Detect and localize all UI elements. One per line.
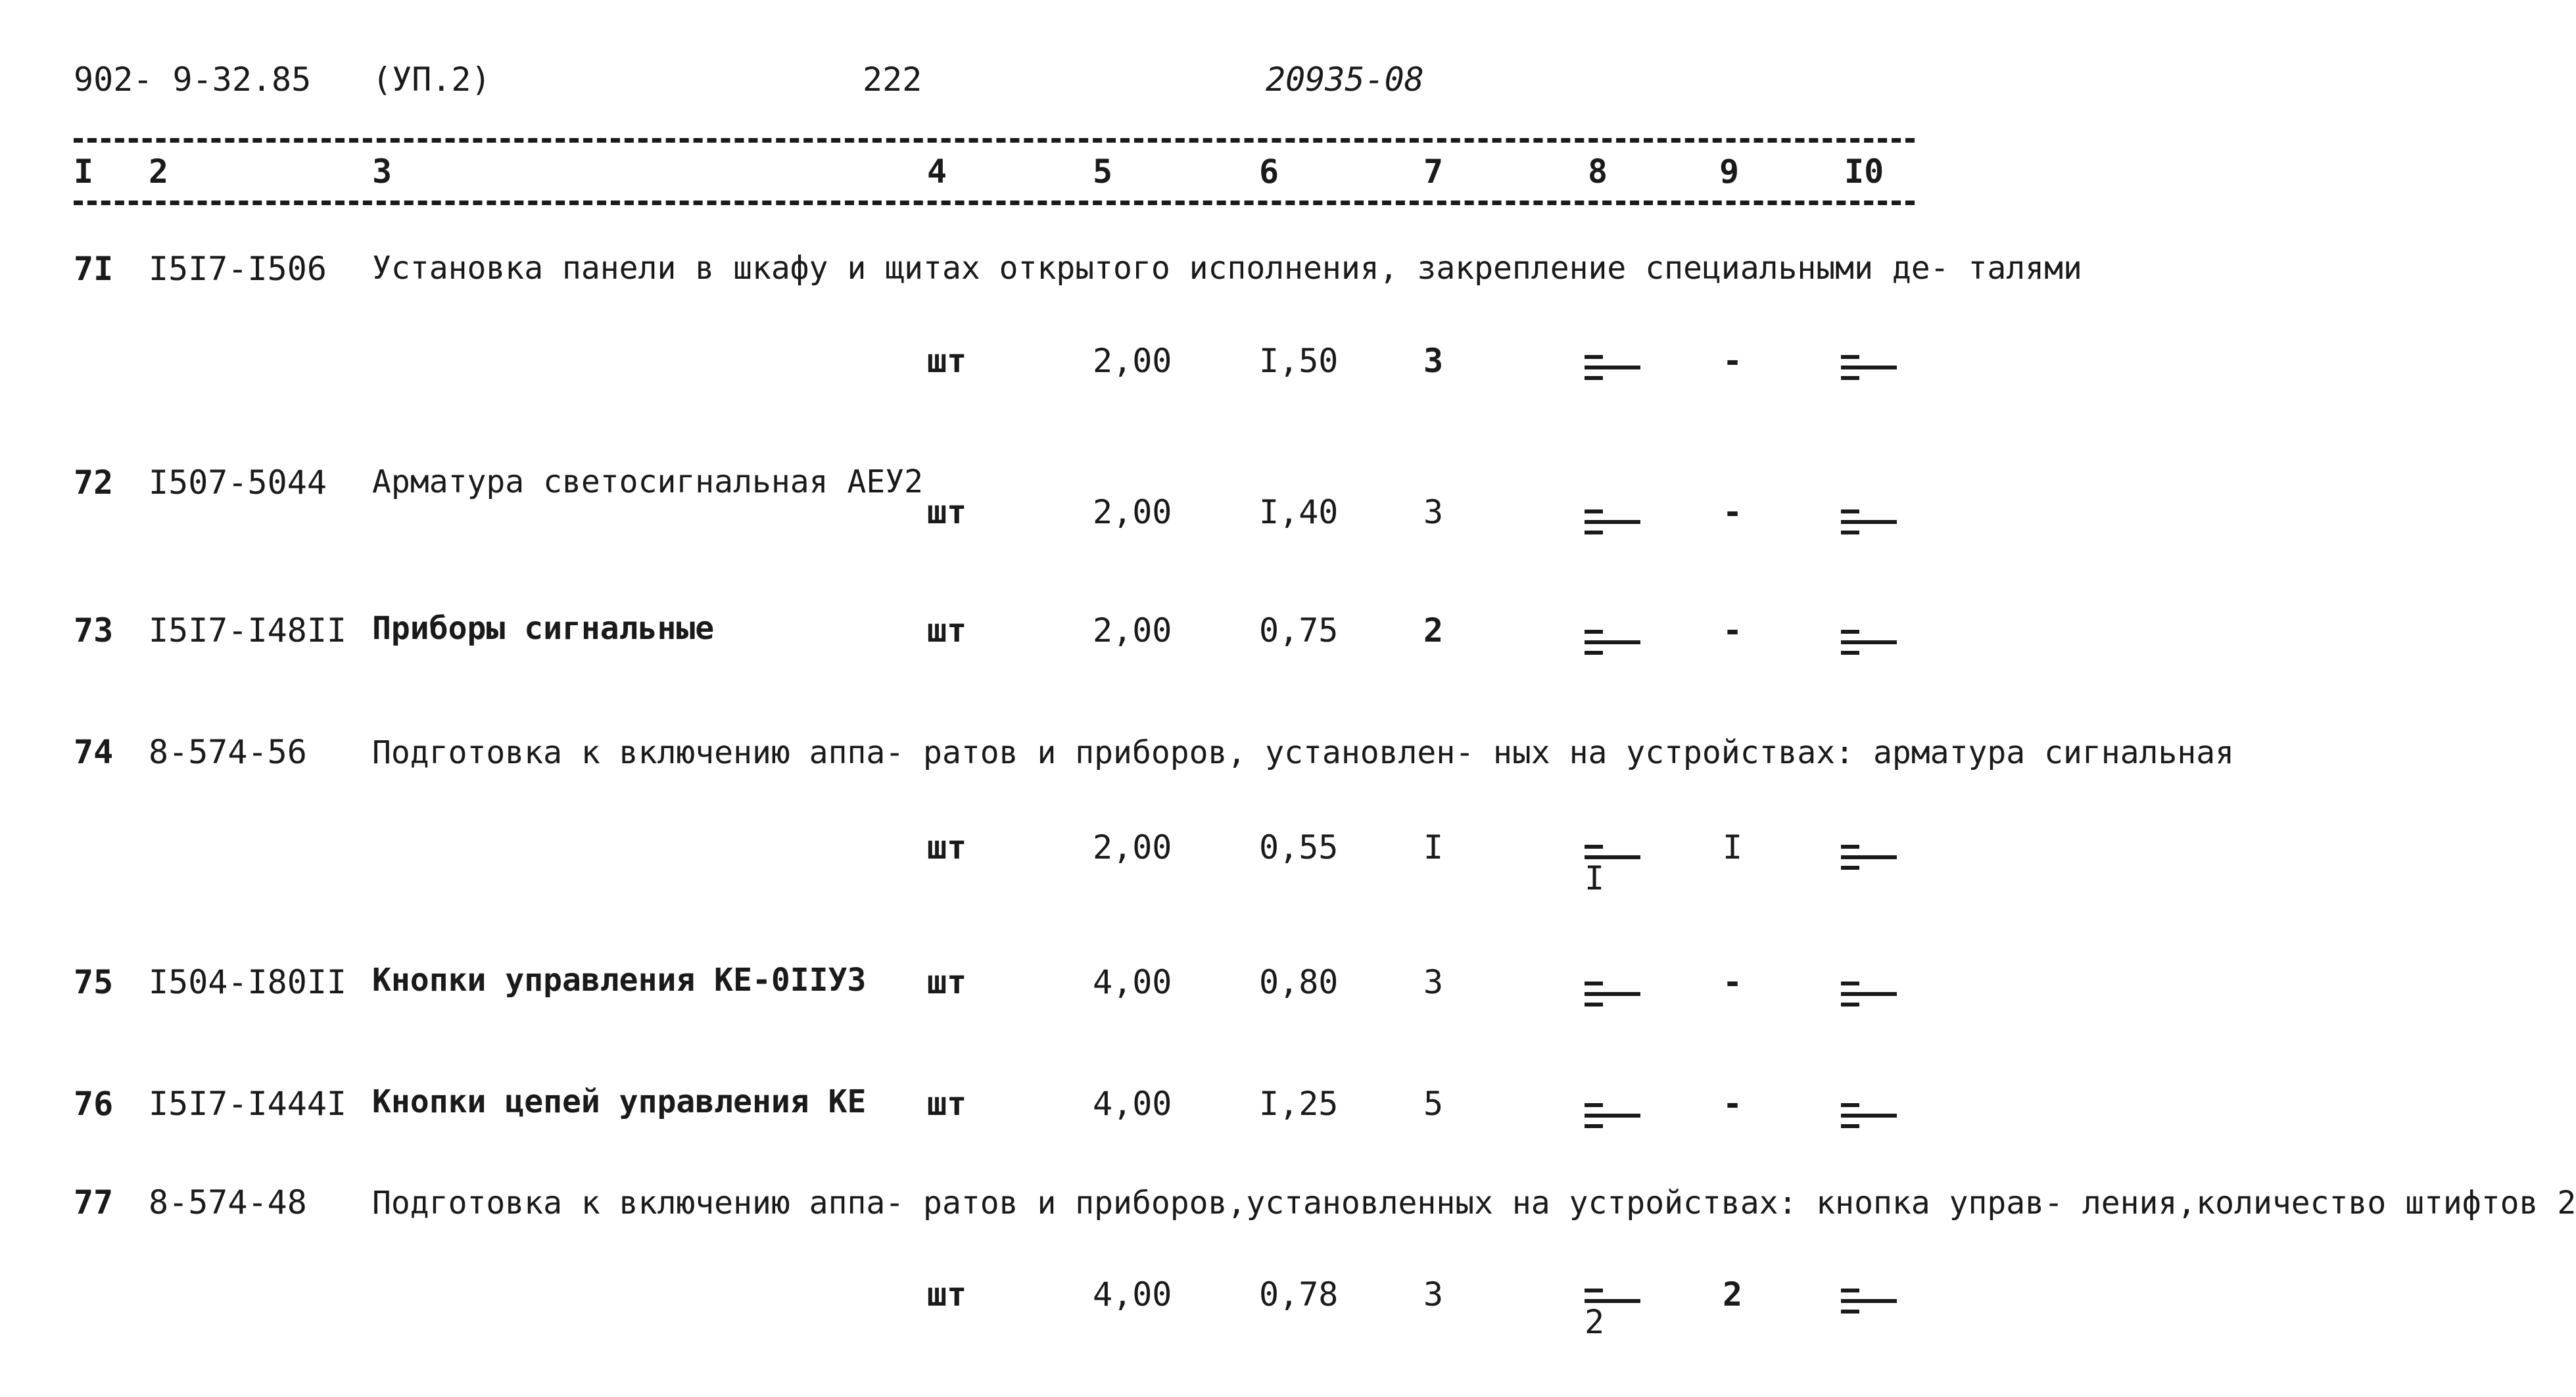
unit: шт [927,493,967,531]
unit: шт [927,963,967,1001]
column-8-value: 2 [1585,1303,1605,1341]
ditto-mark [1585,630,1657,655]
column-7-value: 2 [1423,611,1444,650]
rate-code: 8-574-56 [149,733,307,771]
quantity: 2,00 [1093,342,1172,380]
ditto-mark [1841,1289,1913,1314]
column-6-value: 0,80 [1259,963,1339,1001]
column-number: 5 [1093,153,1113,191]
work-description: Кнопки управления КЕ-0IIУ3 [372,962,867,999]
quantity: 2,00 [1093,611,1172,650]
row-number: 77 [74,1183,114,1221]
quantity: 4,00 [1093,963,1172,1001]
work-description: Кнопки цепей управления КЕ [372,1083,867,1120]
quantity: 4,00 [1093,1275,1172,1314]
work-description: Подготовка к включению аппа- ратов и приборов, установлен- ных на устройствах: арматура сигнальная [372,734,2235,771]
column-number: I0 [1844,153,1884,191]
column-6-value: 0,78 [1259,1275,1339,1314]
column-9-value: - [1723,493,1743,531]
column-6-value: I,25 [1259,1085,1339,1123]
header-top-divider [74,138,1915,143]
row-number: 73 [74,611,114,650]
rate-code: I5I7-I48II [149,611,347,650]
ditto-mark [1841,355,1913,380]
column-7-value: 3 [1423,963,1444,1001]
unit: шт [927,611,967,650]
column-number: I [74,153,94,191]
ditto-mark [1585,509,1657,534]
unit: шт [927,1275,967,1314]
ditto-mark [1841,509,1913,534]
stamp-number: 20935-08 [1266,60,1424,99]
row-number: 7I [74,250,114,288]
quantity: 4,00 [1093,1085,1172,1123]
ditto-mark [1841,1103,1913,1128]
column-6-value: 0,75 [1259,611,1339,650]
ditto-mark [1585,1103,1657,1128]
document-code: 902- 9-32.85 [74,60,312,99]
work-description: Подготовка к включению аппа- ратов и приборов,установленных на устройствах: кнопка управ- ления,количество штифтов 2 [372,1185,2576,1221]
column-9-value: - [1723,342,1743,380]
unit: шт [927,1085,967,1123]
column-number: 7 [1423,153,1444,191]
rate-code: I504-I80II [149,963,347,1001]
column-9-value: - [1723,611,1743,650]
rate-code: I5I7-I444I [149,1085,347,1123]
column-7-value: 5 [1423,1085,1444,1123]
column-number: 2 [149,153,169,191]
row-number: 75 [74,963,114,1001]
work-description: Приборы сигнальные [372,610,715,647]
column-9-value: I [1723,828,1743,866]
quantity: 2,00 [1093,493,1172,531]
quantity: 2,00 [1093,828,1172,866]
column-6-value: 0,55 [1259,828,1339,866]
column-7-value: I [1423,828,1444,866]
ditto-mark [1841,630,1913,655]
ditto-mark [1585,982,1657,1006]
column-6-value: I,40 [1259,493,1339,531]
row-number: 76 [74,1085,114,1123]
column-7-value: 3 [1423,342,1444,380]
column-number: 9 [1719,153,1740,191]
unit: шт [927,342,967,380]
column-number: 4 [927,153,947,191]
column-7-value: 3 [1423,493,1444,531]
ditto-mark [1841,845,1913,870]
header-bottom-divider [74,201,1915,205]
work-description: Арматура светосигнальная АЕУ2 [372,463,924,500]
column-9-value: 2 [1723,1275,1743,1314]
column-9-value: - [1723,963,1743,1001]
column-number: 8 [1588,153,1608,191]
unit: шт [927,828,967,866]
rate-code: 8-574-48 [149,1183,307,1221]
row-number: 74 [74,733,114,771]
ditto-mark [1585,355,1657,380]
column-7-value: 3 [1423,1275,1444,1314]
album-number: (УП.2) [372,60,491,99]
column-9-value: - [1723,1085,1743,1123]
rate-code: I5I7-I506 [149,250,327,288]
ditto-mark [1585,845,1657,895]
work-description: Установка панели в шкафу и щитах открытого исполнения, закрепление специальными де- талями [372,250,2082,287]
column-8-value: I [1585,859,1605,897]
row-number: 72 [74,463,114,502]
rate-code: I507-5044 [149,463,327,502]
column-number: 6 [1259,153,1279,191]
ditto-mark [1841,982,1913,1006]
column-number: 3 [372,153,393,191]
column-6-value: I,50 [1259,342,1339,380]
ditto-mark [1585,1289,1657,1341]
page-number: 222 [863,60,922,99]
